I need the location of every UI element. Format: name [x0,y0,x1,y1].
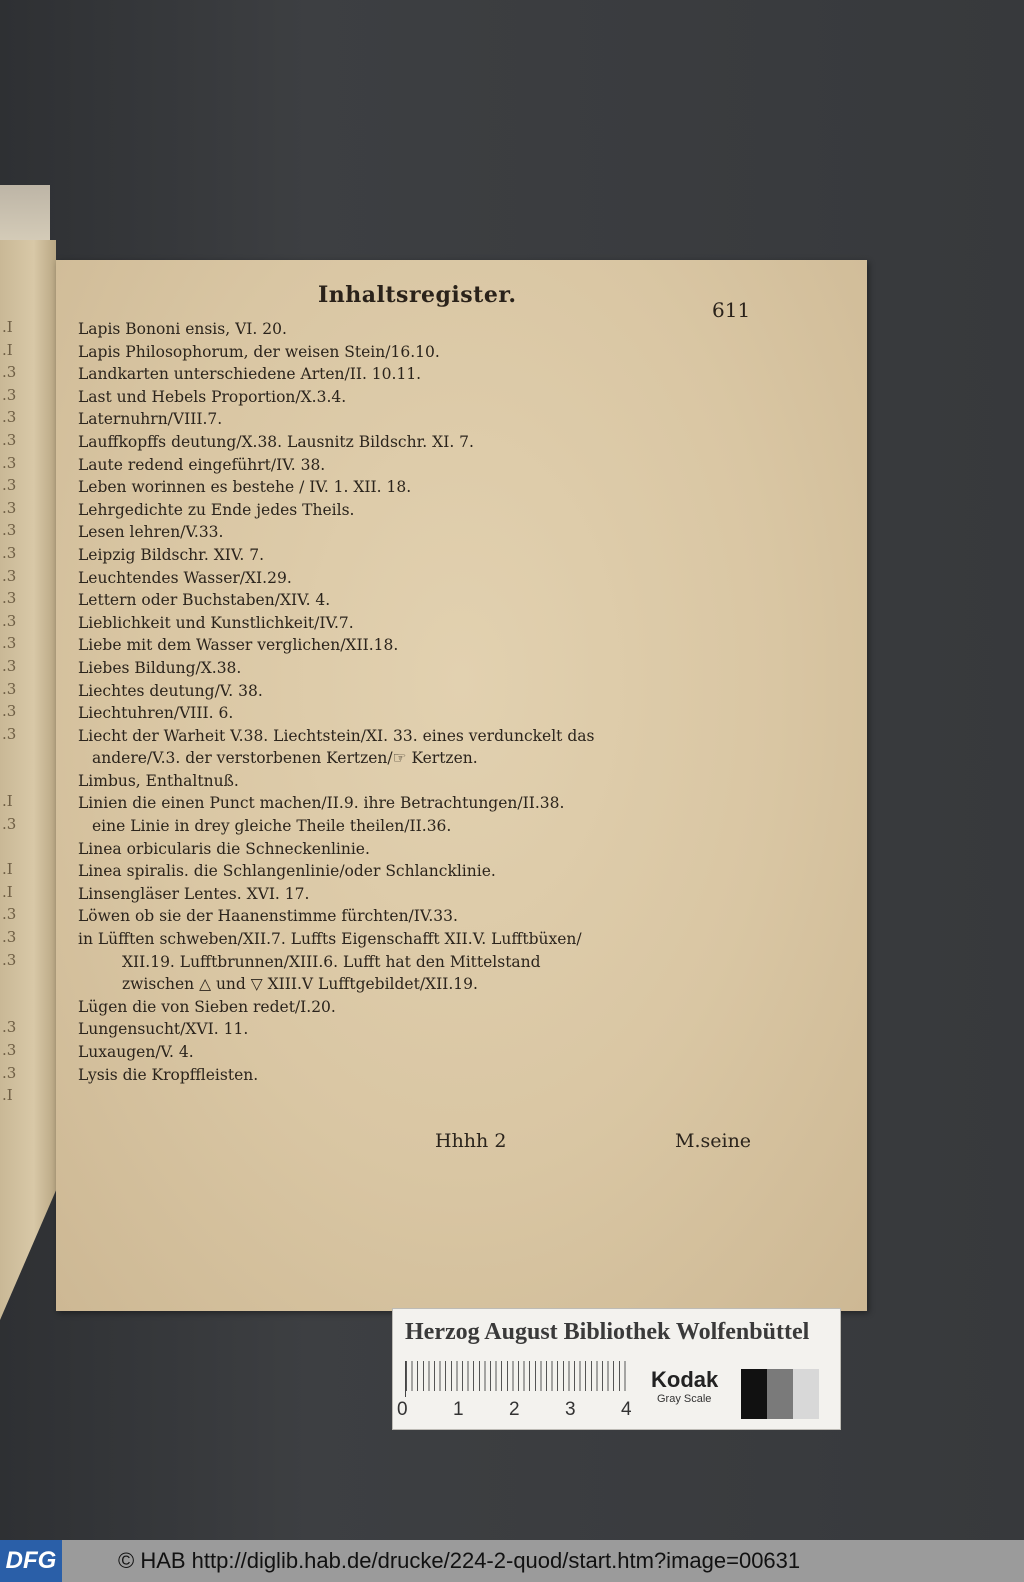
color-calibration-card [392,1308,841,1430]
index-entry: Linsengläser Lentes. XVI. 17. [78,884,310,903]
running-head: Inhaltsregister. [318,282,517,308]
index-entry: Limbus, Enthaltnuß. [78,771,239,790]
index-entry-continuation: XII.19. Lufftbrunnen/XIII.6. Lufft hat den Mittelstand [122,952,541,971]
index-entry: Liebes Bildung/X.38. [78,658,242,677]
library-name: Herzog August Bibliothek Wolfenbüttel [405,1319,810,1345]
index-entry: Leipzig Bildschr. XIV. 7. [78,545,265,564]
index-entry: Liechtuhren/VIII. 6. [78,704,234,723]
gray-swatch-mid [767,1369,793,1419]
signature-mark: Hhhh 2 [435,1130,507,1152]
gray-scale-label: Gray Scale [657,1393,712,1405]
gray-swatch-dark [741,1369,767,1419]
index-entry: Lapis Philosophorum, der weisen Stein/16.10. [78,342,440,361]
catchword: M.seine [675,1130,752,1152]
index-entry: Liechtes deutung/V. 38. [78,681,263,700]
facing-page-line-ends: .I .I .3 .3 .3 .3 .3 .3 .3 .3 .3 .3 .3 .3 .3 .3 .3 .3 .3 .I .3 .I .I .3 .3 .3 .3 .3 .3 .I [2,318,17,1105]
index-entry: Lungensucht/XVI. 11. [78,1020,249,1039]
ruler-number: 4 [621,1399,632,1420]
index-entry: Linea spiralis. die Schlangenlinie/oder Schlancklinie. [78,862,496,881]
index-entry: Landkarten unterschiedene Arten/II. 10.11. [78,365,422,384]
ruler-number: 1 [453,1399,464,1420]
index-entry: Löwen ob sie der Haanenstimme fürchten/IV.33. [78,907,458,926]
index-entry: Last und Hebels Proportion/X.3.4. [78,387,347,406]
index-entry: Laternuhrn/VIII.7. [78,410,223,429]
index-entry: Liecht der Warheit V.38. Liechtstein/XI. 33. eines verdunckelt das [78,726,595,745]
index-entry: Linien die einen Punct machen/II.9. ihre Betrachtungen/II.38. [78,794,565,813]
copyright-url[interactable]: © HAB http://diglib.hab.de/drucke/224-2-quod/start.htm?image=00631 [118,1548,801,1573]
index-entry: in Lüfften schweben/XII.7. Luffts Eigenschafft XII.V. Lufftbüxen/ [78,930,582,949]
index-entry: Lesen lehren/V.33. [78,523,224,542]
index-entry-continuation: zwischen △ und ▽ XIII.V Lufftgebildet/XII.19. [122,975,478,994]
kodak-brand: Kodak [651,1367,719,1392]
index-entry: Leuchtendes Wasser/XI.29. [78,568,292,587]
left-page-edge [0,185,50,245]
index-entry: Lettern oder Buchstaben/XIV. 4. [78,591,331,610]
index-entry: Laute redend eingeführt/IV. 38. [78,455,326,474]
dfg-logo: DFG [0,1540,62,1582]
page-number: 611 [712,298,751,322]
index-entry: Linea orbicularis die Schneckenlinie. [78,839,370,858]
ruler-ticks [406,1361,630,1391]
index-entry: Lehrgedichte zu Ende jedes Theils. [78,500,355,519]
ruler-number: 2 [509,1399,520,1420]
index-entry: Luxaugen/V. 4. [78,1043,194,1061]
index-entry: Lieblichkeit und Kunstlichkeit/IV.7. [78,613,354,632]
index-entry-continuation: eine Linie in drey gleiche Theile theilen/II.36. [92,817,452,836]
ruler [405,1361,630,1397]
ruler-number: 3 [565,1399,576,1420]
ruler-number: 0 [397,1399,408,1420]
index-entry: Lysis die Kropffleisten. [78,1065,259,1084]
footer-bar [0,1540,1024,1582]
index-entry: Lügen die von Sieben redet/I.20. [78,997,336,1016]
index-entry: Lapis Bononi ensis, VI. 20. [78,320,287,338]
index-entries [78,318,778,1086]
index-entry: Leben worinnen es bestehe / IV. 1. XII. 18. [78,478,412,497]
gray-swatch-light [793,1369,819,1419]
index-entry: Lauffkopffs deutung/X.38. Lausnitz Bildschr. XI. 7. [78,432,474,451]
index-entry-continuation: andere/V.3. der verstorbenen Kertzen/☞ Kertzen. [92,749,478,768]
index-entry: Liebe mit dem Wasser verglichen/XII.18. [78,636,399,655]
